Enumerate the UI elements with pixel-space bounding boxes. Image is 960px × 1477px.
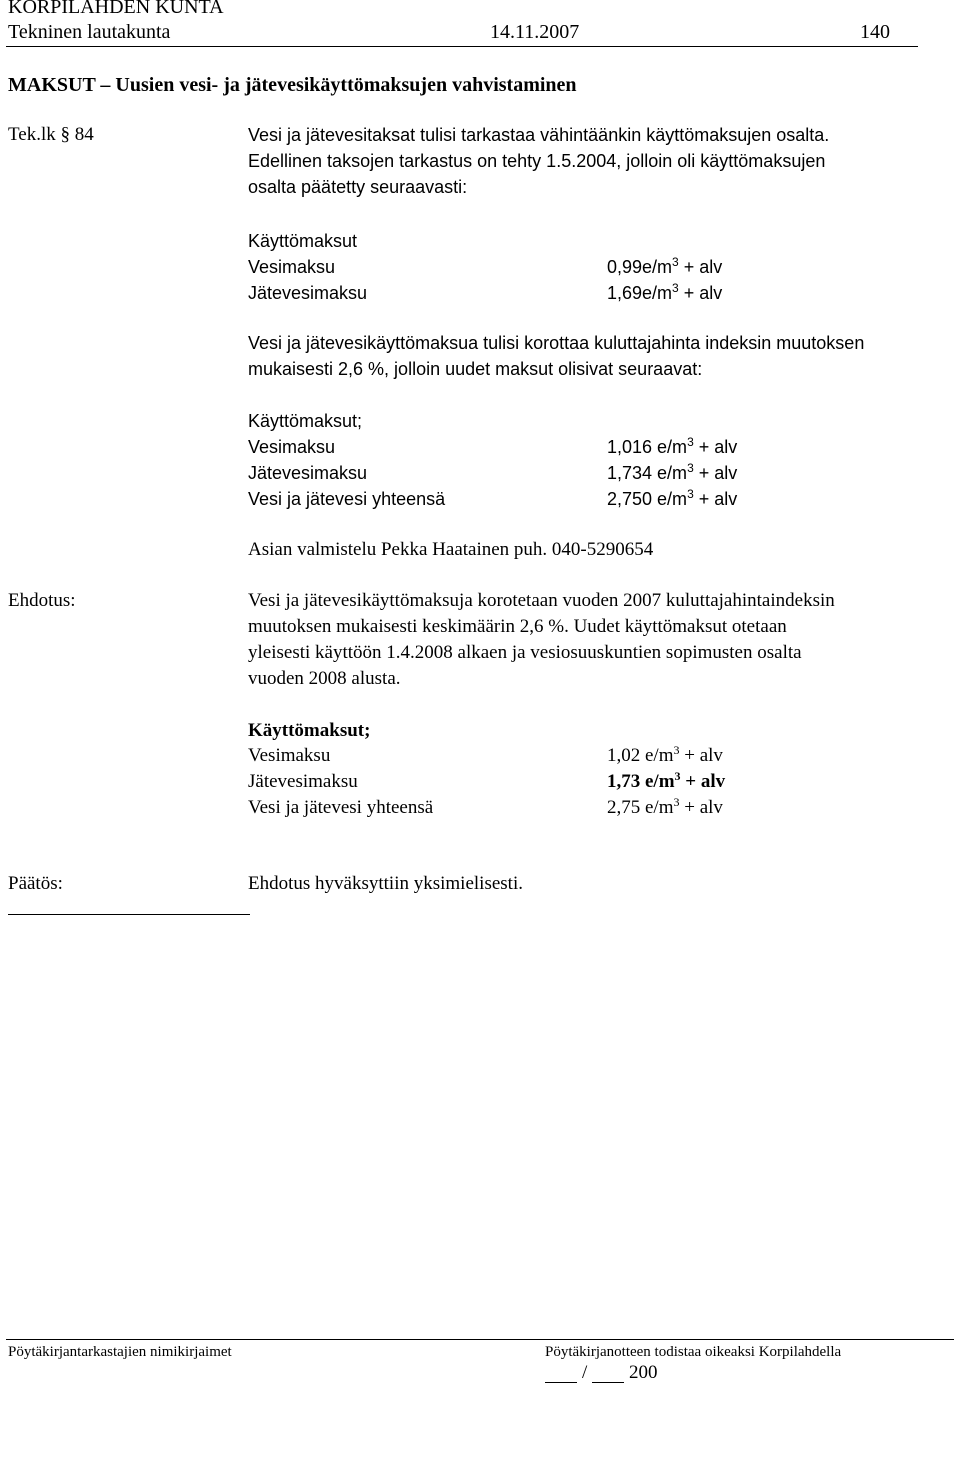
- final-fee-label: Jätevesimaksu: [248, 771, 358, 792]
- new-fees-heading: Käyttömaksut;: [248, 411, 363, 431]
- new-fee-label: Jätevesimaksu: [248, 463, 368, 483]
- decision-underline: [8, 914, 250, 915]
- intro-line-3: osalta päätetty seuraavasti:: [248, 177, 468, 197]
- day-blank: [545, 1382, 577, 1383]
- header-rule: [6, 46, 918, 47]
- org-name: KORPILAHDEN KUNTA: [8, 0, 224, 18]
- final-fee-value: 1,02 $e/m^3$ + alv: [607, 743, 723, 766]
- board-name: Tekninen lautakunta: [8, 21, 171, 43]
- final-fee-label: Vesi ja jätevesi yhteensä: [248, 797, 434, 818]
- intro-line-2: Edellinen taksojen tarkastus on tehty 1.5.2004, jolloin oli käyttömaksujen: [248, 151, 826, 171]
- footer-rule: [6, 1339, 954, 1340]
- preparer-line: Asian valmistelu Pekka Haatainen puh. 040-5290654: [248, 539, 654, 560]
- proposal-line-4: vuoden 2008 alusta.: [248, 668, 401, 689]
- page-number: 140: [860, 21, 890, 43]
- new-fee-label: Vesi ja jätevesi yhteensä: [248, 489, 446, 509]
- proposal-label: Ehdotus:: [8, 590, 76, 611]
- final-fee-value: 2,75 $e/m^3$ + alv: [607, 795, 723, 818]
- new-fee-value: 1,016 $e/m^3$ + alv: [607, 435, 738, 457]
- proposal-line-1: Vesi ja jätevesikäyttömaksuja korotetaan vuoden 2007 kuluttajahintaindeksin: [248, 590, 835, 611]
- final-fee-value: 1,73 $e/m^3$ + alv: [607, 769, 726, 792]
- final-fee-label: Vesimaksu: [248, 745, 331, 766]
- old-fee-label: Vesimaksu: [248, 257, 336, 277]
- decision-label: Päätös:: [8, 873, 63, 894]
- year-prefix: 200: [629, 1362, 658, 1383]
- new-fee-value: 1,734 $e/m^3$ + alv: [607, 461, 738, 483]
- proposal-line-2: muutoksen mukaisesti keskimäärin 2,6 %. Uudet käyttömaksut otetaan: [248, 616, 787, 637]
- meeting-date: 14.11.2007: [490, 21, 580, 43]
- decision-text: Ehdotus hyväksyttiin yksimielisesti.: [248, 873, 523, 894]
- old-fee-label: Jätevesimaksu: [248, 283, 368, 303]
- page-title: MAKSUT – Uusien vesi- ja jätevesikäyttömaksujen vahvistaminen: [8, 74, 577, 96]
- proposal-line-3: yleisesti käyttöön 1.4.2008 alkaen ja vesiosuuskuntien sopimusten osalta: [248, 642, 802, 663]
- intro-line-1: Vesi ja jätevesitaksat tulisi tarkastaa vähintäänkin käyttömaksujen osalta.: [248, 125, 830, 145]
- month-blank: [592, 1382, 624, 1383]
- date-slash: /: [582, 1362, 588, 1383]
- new-fee-value: 2,750 $e/m^3$ + alv: [607, 487, 738, 509]
- raise-line-2: mukaisesti 2,6 %, jolloin uudet maksut olisivat seuraavat:: [248, 359, 703, 379]
- footer-initials-label: Pöytäkirjantarkastajien nimikirjaimet: [8, 1344, 232, 1360]
- old-fee-value: $1,69e/m^3$ + alv: [607, 281, 723, 303]
- final-fees-heading: Käyttömaksut;: [248, 720, 371, 741]
- old-fee-value: $0,99e/m^3$ + alv: [607, 255, 723, 277]
- raise-line-1: Vesi ja jätevesikäyttömaksua tulisi korottaa kuluttajahinta indeksin muutoksen: [248, 333, 865, 353]
- old-fees-heading: Käyttömaksut: [248, 231, 358, 251]
- section-ref: Tek.lk § 84: [8, 124, 94, 145]
- new-fee-label: Vesimaksu: [248, 437, 336, 457]
- footer-certify-label: Pöytäkirjanotteen todistaa oikeaksi Korpilahdella: [545, 1344, 842, 1360]
